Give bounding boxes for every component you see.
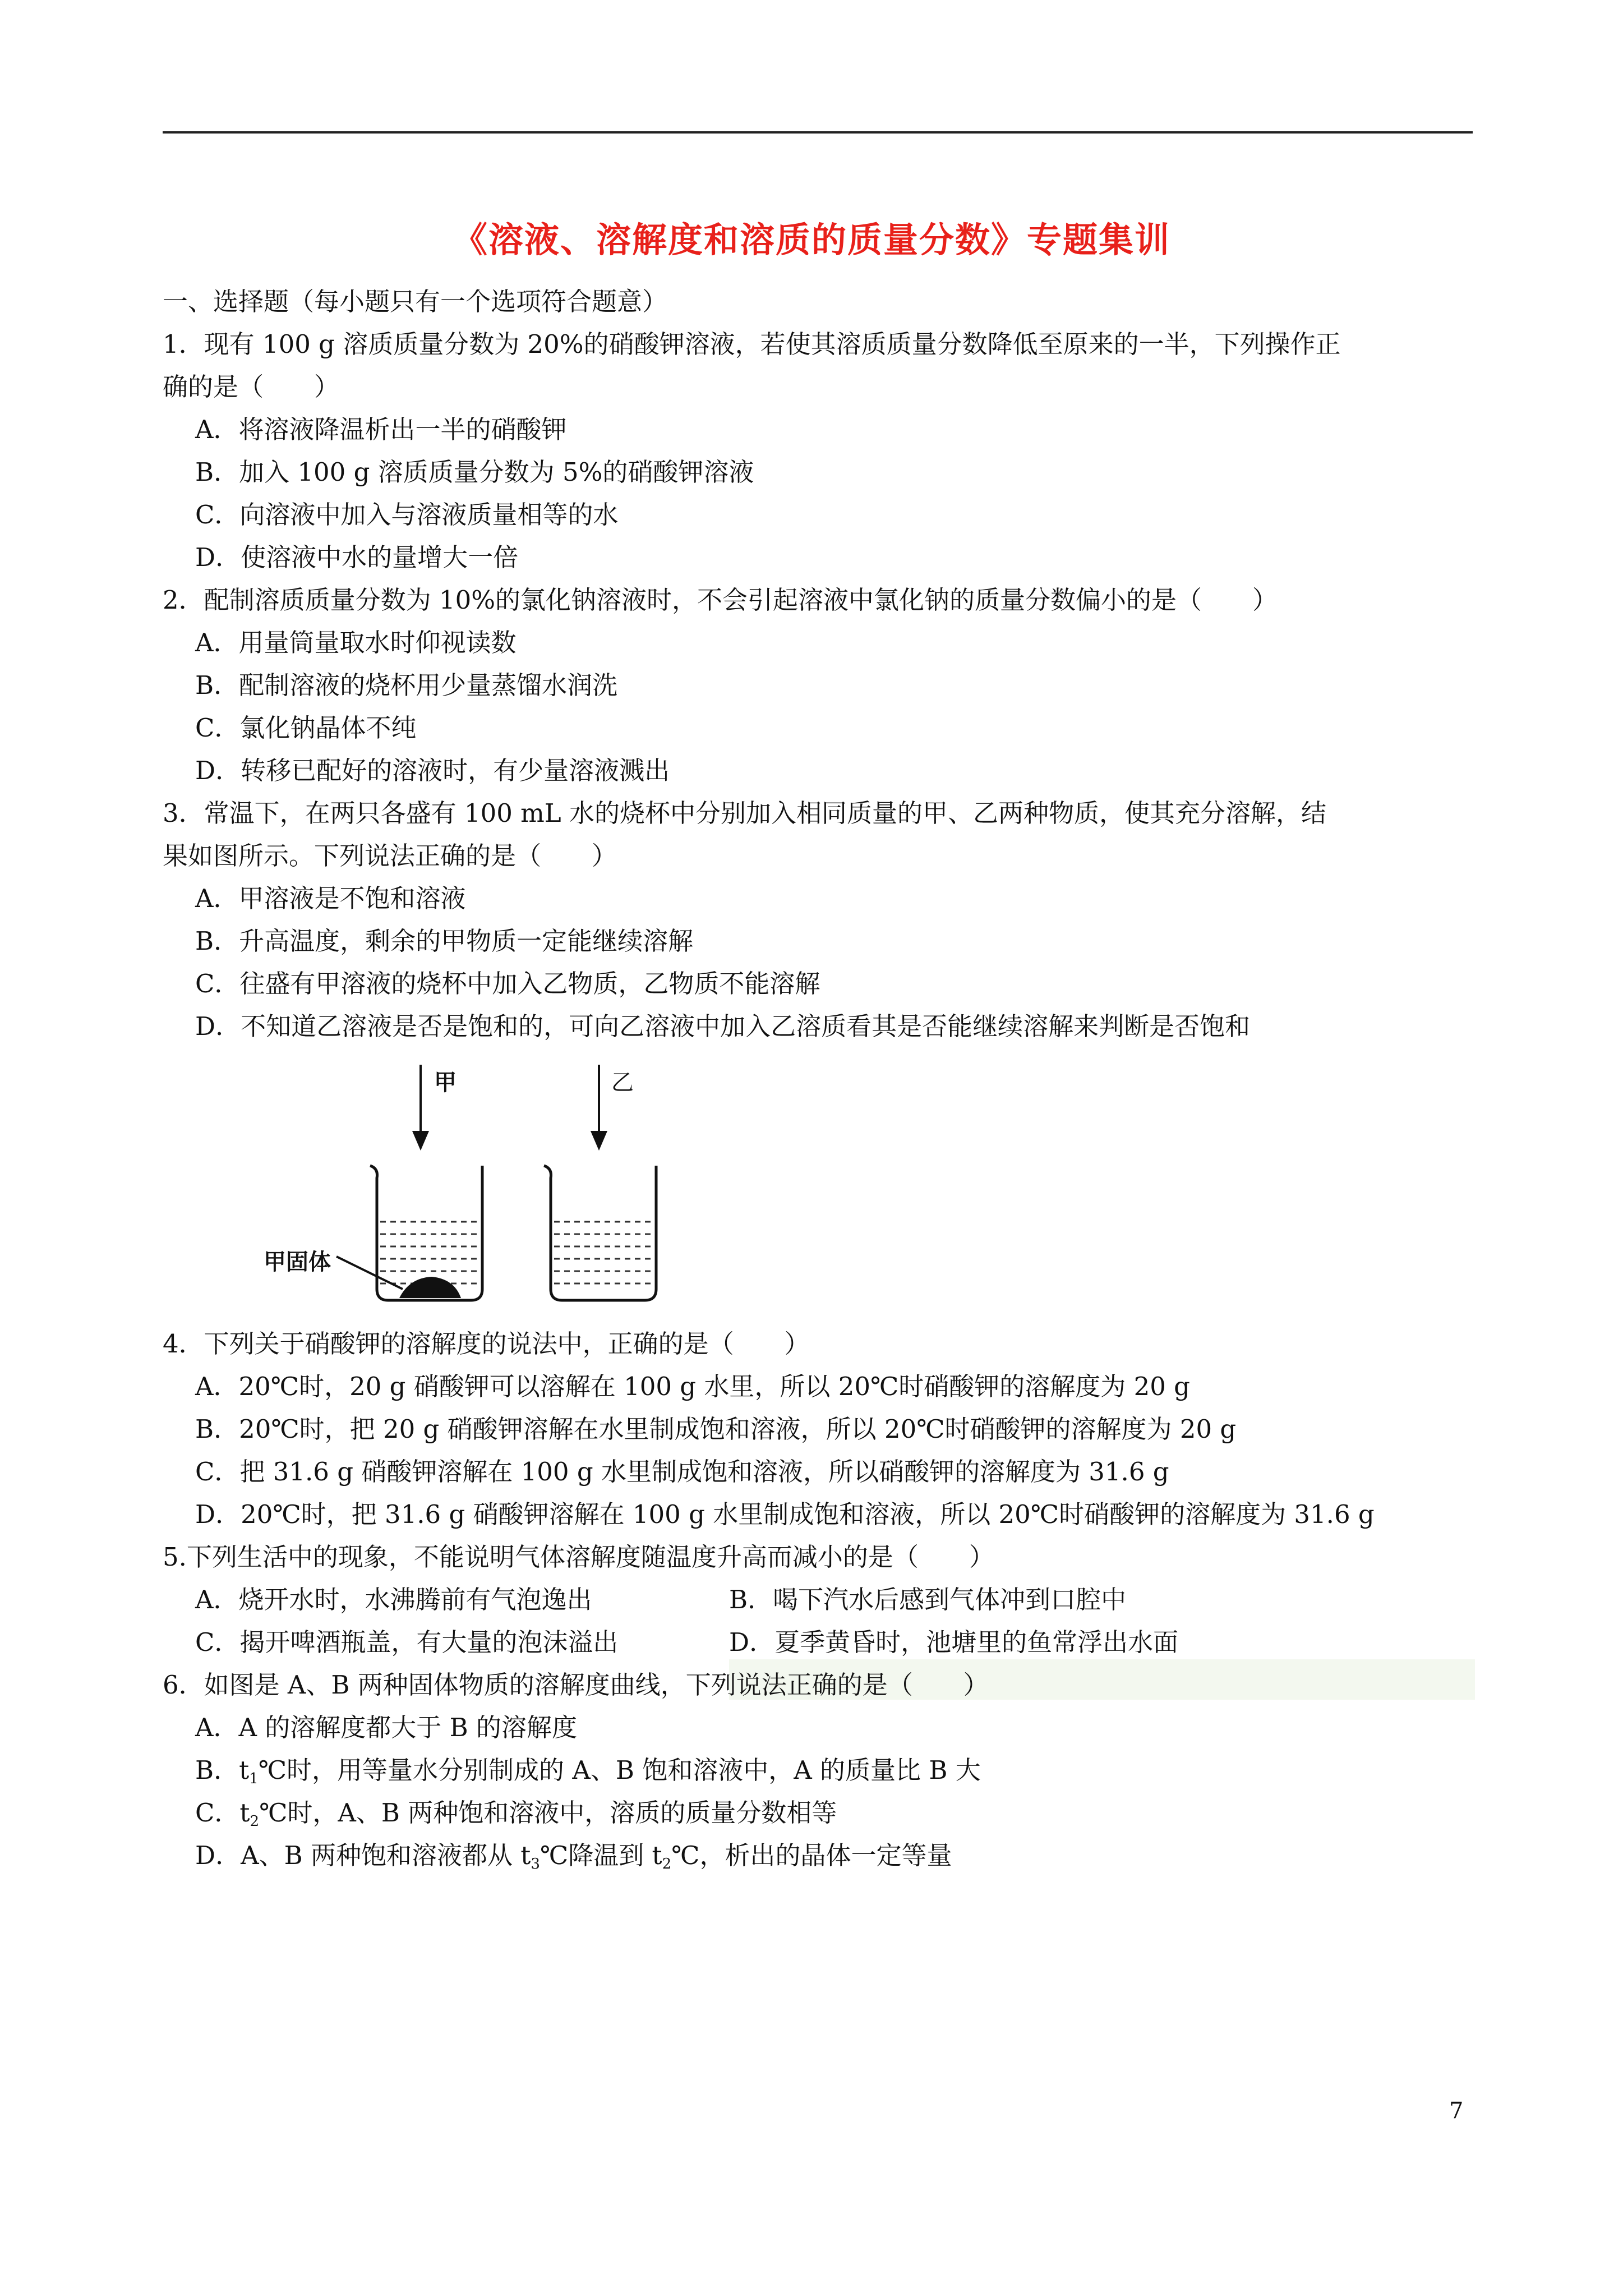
q1-option-c: C．向溶液中加入与溶液质量相等的水 (195, 500, 619, 530)
q2-option-b: B．配制溶液的烧杯用少量蒸馏水润洗 (195, 670, 618, 700)
q4-option-c: C．把 31.6 g 硝酸钾溶解在 100 g 水里制成饱和溶液，所以硝酸钾的溶解度为 31.6 g (195, 1457, 1169, 1487)
q3-stem-line1: 3．常温下，在两只各盛有 100 mL 水的烧杯中分别加入相同质量的甲、乙两种物质，使其充分溶解，结 (163, 798, 1326, 828)
q6-d-sub2: 2 (662, 1856, 672, 1872)
q5-options-row2 (163, 1621, 1475, 1664)
q6-c-part2: ℃时，A、B 两种饱和溶液中，溶质的质量分数相等 (259, 1798, 837, 1828)
q2-option-c: C．氯化钠晶体不纯 (195, 713, 417, 743)
q6-option-d (163, 1834, 1475, 1877)
q1-option-b: B．加入 100 g 溶质质量分数为 5%的硝酸钾溶液 (195, 457, 754, 487)
q4-option-a: A．20℃时，20 g 硝酸钾可以溶解在 100 g 水里，所以 20℃时硝酸钾的溶解度为 20 g (195, 1372, 1190, 1401)
q5-option-d: D．夏季黄昏时，池塘里的鱼常浮出水面 (729, 1627, 1179, 1657)
q3-option-d: D．不知道乙溶液是否是饱和的，可向乙溶液中加入乙溶质看其是否能继续溶解来判断是否饱和 (195, 1011, 1251, 1041)
q3-option-b: B．升高温度，剩余的甲物质一定能继续溶解 (195, 926, 694, 956)
q6-stem: 6．如图是 A、B 两种固体物质的溶解度曲线，下列说法正确的是（ ） (163, 1670, 989, 1700)
q2-option-a: A．用量筒量取水时仰视读数 (195, 628, 517, 657)
beaker-diagram (247, 1053, 751, 1317)
q6-b-part2: ℃时，用等量水分别制成的 A、B 饱和溶液中，A 的质量比 B 大 (258, 1755, 981, 1785)
q1-stem-line2: 确的是（ ） (163, 372, 340, 402)
q4-stem: 4．下列关于硝酸钾的溶解度的说法中，正确的是（ ） (163, 1329, 810, 1359)
liquid-yi (554, 1222, 653, 1283)
question-list (163, 280, 1475, 1877)
arrow-jia-head (414, 1132, 427, 1148)
q5-stem: 5.下列生活中的现象，不能说明气体溶解度随温度升高而减小的是（ ） (163, 1542, 994, 1572)
label-jia: 甲 (434, 1070, 457, 1096)
q1-option-d: D．使溶液中水的量增大一倍 (195, 542, 519, 572)
q6-c-part1: C．t (195, 1798, 250, 1828)
q3-stem-line2: 果如图所示。下列说法正确的是（ ） (163, 841, 617, 871)
q6-option-c (163, 1792, 1475, 1834)
label-solid: 甲固体 (264, 1249, 331, 1275)
q4-option-b: B．20℃时，把 20 g 硝酸钾溶解在水里制成饱和溶液，所以 20℃时硝酸钾的溶解度为 20 g (195, 1414, 1237, 1444)
q5-option-b: B．喝下汽水后感到气体冲到口腔中 (729, 1585, 1127, 1614)
beaker-yi (544, 1166, 656, 1300)
q6-c-sub: 2 (250, 1813, 260, 1830)
q3-option-c: C．往盛有甲溶液的烧杯中加入乙物质，乙物质不能溶解 (195, 969, 820, 999)
q6-option-b (163, 1749, 1475, 1792)
q1-stem-line1: 1．现有 100 g 溶质质量分数为 20%的硝酸钾溶液，若使其溶质质量分数降低至原来的一半，下列操作正 (163, 329, 1341, 359)
solid-jia (399, 1277, 461, 1298)
page-number: 7 (1449, 2098, 1464, 2124)
q3-option-a: A．甲溶液是不饱和溶液 (195, 884, 466, 913)
q6-d-part3: ℃，析出的晶体一定等量 (671, 1841, 952, 1870)
q5-option-c: C．揭开啤酒瓶盖，有大量的泡沫溢出 (195, 1627, 619, 1657)
q1-option-a: A．将溶液降温析出一半的硝酸钾 (195, 415, 567, 444)
q5-options-row1 (163, 1579, 1475, 1621)
solid-pointer (336, 1257, 403, 1289)
q6-d-part1: D．A、B 两种饱和溶液都从 t (195, 1841, 531, 1870)
q6-b-sub: 1 (249, 1770, 259, 1787)
arrow-yi-head (592, 1132, 606, 1148)
q6-d-sub1: 3 (531, 1856, 540, 1872)
label-yi: 乙 (611, 1070, 634, 1096)
q5-option-a: A．烧开水时，水沸腾前有气泡逸出 (195, 1585, 592, 1614)
beaker-figure (163, 1048, 1475, 1323)
q6-d-part2: ℃降温到 t (540, 1841, 662, 1870)
q6-b-part1: B．t (195, 1755, 250, 1785)
header-rule (163, 131, 1473, 134)
section-heading: 一、选择题（每小题只有一个选项符合题意） (163, 287, 668, 316)
q6-option-a: A．A 的溶解度都大于 B 的溶解度 (195, 1713, 577, 1742)
page-title: 《溶液、溶解度和溶质的质量分数》专题集训 (452, 219, 1170, 260)
q2-stem: 2．配制溶质质量分数为 10%的氯化钠溶液时，不会引起溶液中氯化钠的质量分数偏小的是（ ） (163, 585, 1278, 615)
q4-option-d: D．20℃时，把 31.6 g 硝酸钾溶解在 100 g 水里制成饱和溶液，所以 20℃时硝酸钾的溶解度为 31.6 g (195, 1499, 1375, 1529)
q2-option-d: D．转移已配好的溶液时，有少量溶液溅出 (195, 756, 670, 785)
liquid-jia (380, 1222, 479, 1283)
